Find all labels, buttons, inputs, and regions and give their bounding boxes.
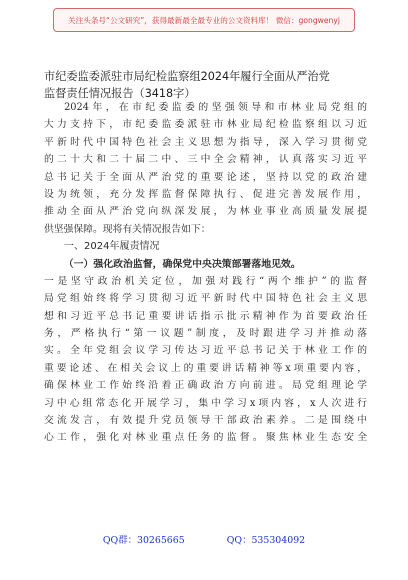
paragraph-line: 重要论述、在相关会议上的重要讲话精神等x项重要内容， — [44, 362, 367, 374]
intro-line: 总书记关于全面从严治党的重要论述，坚持以党的政治建 — [44, 171, 367, 183]
intro-line: 平新时代中国特色社会主义思想为指导，深入学习贯彻党 — [44, 136, 367, 148]
paragraph-line: 习中心组常态化开展学习，集中学习x项内容，x人次进行 — [44, 397, 367, 409]
section-heading: 一、2024年履责情况 — [64, 241, 160, 253]
footer-qq-group: QQ群：30265665 — [102, 535, 185, 546]
paragraph-line: 一是坚守政治机关定位，加强对践行“两个维护”的监督 — [44, 275, 367, 287]
footer-qq: QQ：535304092 — [226, 535, 306, 546]
document-body — [44, 99, 367, 447]
title-line-2: 监督责任情况报告（3418字） — [44, 87, 196, 100]
paragraph-line: 实。全年党组会议学习传达习近平总书记关于林业工作的 — [44, 345, 367, 357]
paragraph-line: 确保林业工作始终沿着正确政治方向前进。局党组理论学 — [44, 380, 367, 392]
intro-line: 2024年，在市纪委监委的坚强领导和市林业局党组的 — [64, 102, 367, 113]
document-title — [44, 68, 369, 102]
promo-banner-text: 关注头条号“公文研究”，获得最新最全最专业的公文资料库！ 微信：gongwenyj — [53, 8, 355, 32]
paragraph-line: 务，严格执行“第一议题”制度，及时跟进学习并推动落 — [44, 328, 367, 340]
paragraph-line: 局党组始终将学习贯彻习近平新时代中国特色社会主义思 — [44, 293, 367, 305]
footer-contact — [0, 532, 408, 548]
intro-line: 供坚强保障。现将有关情况报告如下： — [44, 223, 211, 235]
intro-line: 设为统领，充分发挥监督保障执行、促进完善发展作用， — [44, 188, 367, 200]
paragraph-line: 心工作，强化对林业重点任务的监督。聚焦林业生态安全 — [44, 432, 367, 444]
paragraph-line: 交流发言，有效提升党员领导干部政治素养。二是围绕中 — [44, 415, 367, 427]
promo-banner — [0, 0, 408, 40]
intro-line: 大力支持下，市纪委监委派驻市林业局纪检监察组以习近 — [44, 119, 367, 131]
paragraph-line: 想和习近平总书记重要讲话指示批示精神作为首要政治任 — [44, 310, 367, 322]
subsection-heading: （一）强化政治监督，确保党中央决策部署落地见效。 — [63, 258, 301, 270]
intro-line: 的二十大和二十届二中、三中全会精神，认真落实习近平 — [44, 154, 367, 166]
title-line-1: 市纪委监委派驻市局纪检监察组2024年履行全面从严治党 — [44, 70, 330, 83]
intro-line: 推动全面从严治党向纵深发展，为林业事业高质量发展提 — [44, 206, 367, 218]
